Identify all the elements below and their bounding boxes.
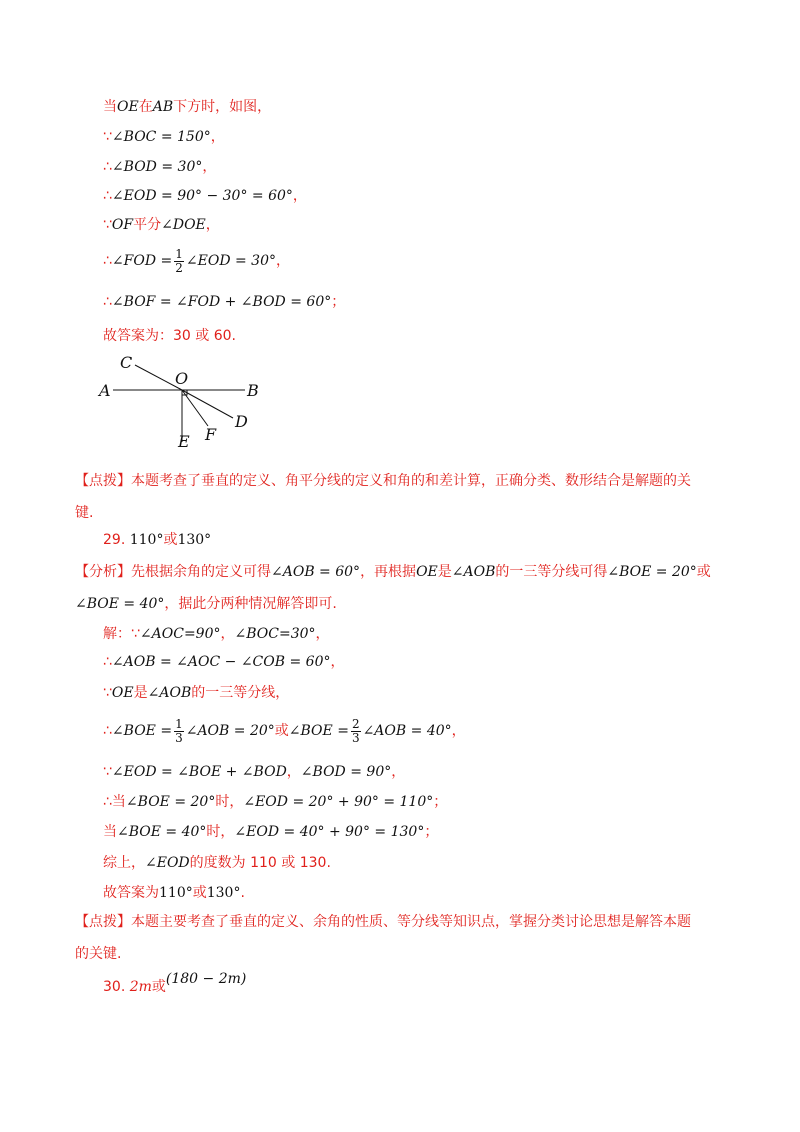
- punct: ，: [210, 129, 225, 145]
- question-30-answer: [103, 971, 247, 997]
- numerator: 2: [351, 716, 360, 731]
- label-f: F: [205, 425, 217, 444]
- math: ∠BOE =: [111, 723, 173, 739]
- punct: ，: [292, 188, 307, 204]
- solution-line: [103, 822, 438, 842]
- math: ∠BOE = 20°: [607, 564, 697, 580]
- punct: ，: [205, 217, 220, 233]
- because-symbol: ∵: [103, 129, 112, 145]
- text: 或: [274, 723, 289, 739]
- math: (180 − 2m): [165, 971, 247, 987]
- question-number: 29.: [103, 532, 126, 548]
- text: 是: [437, 564, 452, 580]
- punct: ，: [391, 764, 406, 780]
- text: 当: [103, 824, 117, 840]
- label-a: A: [99, 381, 111, 400]
- fraction: [174, 248, 184, 275]
- text: ，据此分两种情况解答即可.: [164, 596, 337, 612]
- text: 解：∵: [103, 626, 140, 642]
- math: ∠EOD = 30°: [185, 253, 276, 269]
- denominator: 3: [351, 730, 360, 745]
- math: 2m: [129, 979, 152, 995]
- solution-line: [103, 652, 344, 672]
- solution-line: [103, 762, 405, 782]
- math: 130°: [177, 532, 212, 548]
- analysis-tag: 【分析】: [75, 564, 131, 580]
- note-line: [75, 912, 691, 932]
- solution-line: [103, 853, 331, 873]
- text: 平分: [133, 217, 162, 233]
- numerator: 1: [175, 716, 183, 731]
- label-e: E: [178, 432, 190, 450]
- punct: ，: [220, 626, 235, 642]
- punct: ，: [451, 723, 466, 739]
- math: ∠AOC=90°: [139, 626, 221, 642]
- numerator: 1: [175, 246, 183, 261]
- math: ∠EOD = 40° + 90° = 130°: [234, 824, 425, 840]
- text: 或: [151, 979, 166, 995]
- note-text: 的关键.: [75, 946, 122, 962]
- text: 综上，: [103, 855, 145, 871]
- step-line: [103, 215, 220, 235]
- math: 110°: [129, 532, 164, 548]
- punct: ；: [424, 824, 439, 840]
- punct: ，: [286, 764, 301, 780]
- math: ∠BOE = 40°: [117, 824, 207, 840]
- text: 或: [696, 564, 711, 580]
- text: 故答案为: [103, 885, 159, 901]
- punct: ；: [433, 794, 448, 810]
- punct: ，: [315, 626, 330, 642]
- question-number: 30.: [103, 979, 126, 995]
- analysis-line: [75, 562, 711, 582]
- step-line: [103, 292, 345, 312]
- punct: ；: [331, 294, 346, 310]
- note-line: [75, 471, 691, 491]
- math: ∠EOD = 20° + 90° = 110°: [243, 794, 434, 810]
- solution-line: [103, 624, 330, 644]
- text: 或: [192, 885, 207, 901]
- math: 110°: [159, 885, 193, 901]
- math: ∠EOD = 90° − 30° = 60°: [111, 188, 293, 204]
- note-tag: 【点拨】: [75, 473, 131, 489]
- therefore-symbol: ∴当: [103, 794, 126, 810]
- math: ∠AOB = 40°: [362, 723, 452, 739]
- solution-line: [103, 683, 289, 703]
- math: ∠FOD =: [111, 253, 173, 269]
- math: ∠BOE = 40°: [75, 596, 165, 612]
- punct: ，: [330, 654, 345, 670]
- denominator: 2: [175, 260, 183, 275]
- note-text: 本题考查了垂直的定义、角平分线的定义和角的和差计算，正确分类、数形结合是解题的关: [131, 473, 691, 489]
- punct: ，: [202, 159, 217, 175]
- label-o: O: [175, 369, 189, 388]
- geometry-figure: [95, 350, 275, 450]
- therefore-symbol: ∴: [103, 253, 112, 269]
- text: 的一三等分线可得: [495, 564, 608, 580]
- math: ∠BOC = 150°: [111, 129, 211, 145]
- ray-od: [182, 390, 233, 418]
- step-line: [103, 157, 216, 177]
- note-line: [75, 503, 93, 523]
- fraction: [351, 718, 361, 745]
- text: 时，: [206, 824, 235, 840]
- math: ∠AOB: [147, 685, 192, 701]
- text: 下方时，如图，: [173, 99, 272, 115]
- because-symbol: ∵: [103, 764, 112, 780]
- note-tag: 【点拨】: [75, 914, 131, 930]
- text: 或: [163, 532, 178, 548]
- math: OE: [117, 99, 139, 115]
- therefore-symbol: ∴: [103, 159, 112, 175]
- step-line: [103, 246, 290, 276]
- text: 的度数为 110 或 130.: [189, 855, 331, 871]
- solution-line: [103, 716, 466, 746]
- text: 时，: [215, 794, 244, 810]
- note-line: [75, 944, 121, 964]
- math: ∠AOB = ∠AOC − ∠COB = 60°: [111, 654, 331, 670]
- line-condition: [103, 97, 271, 117]
- question-29-answer: [103, 530, 211, 550]
- math: OE: [416, 564, 438, 580]
- math: ∠BOD = 30°: [111, 159, 203, 175]
- label-c: C: [120, 353, 133, 372]
- because-symbol: ∵: [103, 217, 112, 233]
- text: 在: [138, 99, 153, 115]
- therefore-symbol: ∴: [103, 294, 112, 310]
- note-text: 键.: [75, 505, 94, 521]
- text: 故答案为：30 或 60.: [103, 328, 236, 344]
- label-d: D: [235, 412, 248, 431]
- math: ∠EOD: [145, 855, 190, 871]
- punct: .: [240, 885, 245, 901]
- denominator: 3: [175, 730, 183, 745]
- math: 130°: [206, 885, 241, 901]
- math: ∠AOB: [451, 564, 496, 580]
- math: ∠BOE = 20°: [125, 794, 216, 810]
- because-symbol: ∵: [103, 685, 112, 701]
- text: ，再根据: [360, 564, 417, 580]
- step-line: [103, 127, 225, 147]
- math: ∠BOF = ∠FOD + ∠BOD = 60°: [111, 294, 332, 310]
- solution-line: [103, 792, 447, 812]
- math: AB: [152, 99, 174, 115]
- therefore-symbol: ∴: [103, 188, 112, 204]
- math: OE: [111, 685, 134, 701]
- solution-line: [103, 883, 245, 903]
- therefore-symbol: ∴: [103, 723, 112, 739]
- therefore-symbol: ∴: [103, 654, 112, 670]
- fraction: [174, 718, 184, 745]
- text: 当: [103, 99, 117, 115]
- math: ∠BOE =: [288, 723, 349, 739]
- math: ∠BOC=30°: [234, 626, 316, 642]
- punct: ，: [276, 253, 290, 269]
- text: 是: [133, 685, 148, 701]
- text: 先根据余角的定义可得: [131, 564, 271, 580]
- step-line: [103, 186, 307, 206]
- math: ∠AOB = 20°: [185, 723, 275, 739]
- math: OF: [111, 217, 134, 233]
- text: 的一三等分线，: [191, 685, 290, 701]
- math: ∠BOD = 90°: [300, 764, 392, 780]
- note-text: 本题主要考查了垂直的定义、余角的性质、等分线等知识点，掌握分类讨论思想是解答本题: [131, 914, 691, 930]
- analysis-line: [75, 594, 337, 614]
- math: ∠AOB = 60°: [271, 564, 361, 580]
- math: ∠DOE: [161, 217, 206, 233]
- answer-line: [103, 326, 236, 346]
- math: ∠EOD = ∠BOE + ∠BOD: [111, 764, 287, 780]
- label-b: B: [247, 381, 259, 400]
